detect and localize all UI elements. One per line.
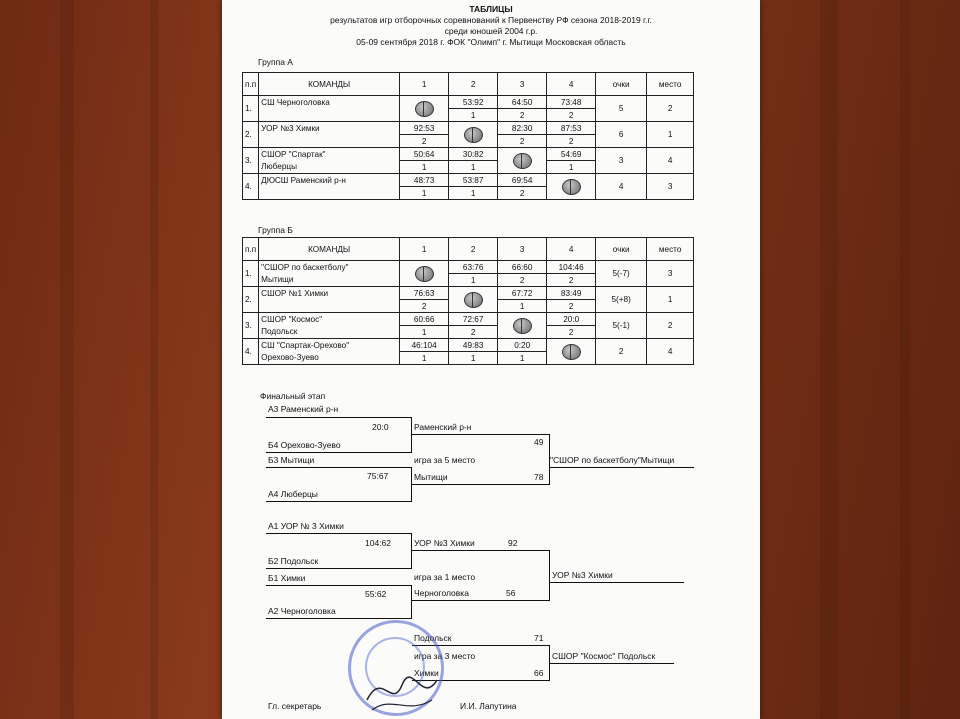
secretary-name: И.И. Лапутина [460,701,517,711]
self-cell [547,339,596,365]
final-title: Финальный этап [260,391,326,401]
team-city: Люберцы [259,161,400,174]
bracket3-top: А1 УОР № 3 Химки [268,521,344,531]
m1-top-score: 92 [508,538,518,548]
row-number: 2. [243,287,259,313]
total-points: 5(-1) [596,313,647,339]
m1-label: игра за 1 место [414,572,476,582]
match-points: 1 [400,161,449,174]
bracket1-score: 20:0 [372,422,389,432]
match-points: 2 [547,274,596,287]
match-points: 1 [449,161,498,174]
column-header-c2: 2 [449,73,498,96]
total-points: 5(+8) [596,287,647,313]
self-cell [400,261,449,287]
m3-bottom: Химки [414,668,439,678]
bracket-line [266,585,412,586]
m3-top-score: 71 [534,633,544,643]
self-cell [400,96,449,122]
team-name: ДЮСШ Раменский р-н [259,174,400,187]
match-points: 2 [498,135,547,148]
m5-winner: "СШОР по баскетболу"Мытищи [550,455,675,465]
match-points: 2 [547,109,596,122]
match-points: 2 [400,135,449,148]
final-place: 2 [647,96,694,122]
column-header-place: место [647,238,694,261]
total-points: 6 [596,122,647,148]
table-row [243,96,694,109]
m3-label: игра за 3 место [414,651,476,661]
basketball-icon [513,318,532,334]
row-number: 4. [243,339,259,365]
bracket-line [266,568,412,569]
self-cell [498,148,547,174]
wood-grain [900,0,910,719]
basketball-icon [464,127,483,143]
team-city [259,135,400,148]
basketball-icon [513,153,532,169]
bracket-line [412,600,550,601]
final-place: 1 [647,122,694,148]
group-b-label: Группа Б [258,225,293,235]
table-row [243,122,694,135]
bracket-line [411,533,412,569]
bracket-line [266,501,412,502]
basketball-icon [562,344,581,360]
wood-grain [60,0,74,719]
table-row [243,287,694,300]
m3-winner: СШОР "Космос" Подольск [552,651,656,661]
match-points: 2 [547,300,596,313]
match-score: 73:48 [547,96,596,109]
final-place: 3 [647,174,694,200]
team-name: СШОР №1 Химки [259,287,400,300]
team-city: Мытищи [259,274,400,287]
team-name: СШ "Спартак-Орехово" [259,339,400,352]
column-header-points: очки [596,238,647,261]
match-points: 2 [400,300,449,313]
bracket-line [266,467,412,468]
m1-winner: УОР №3 Химки [552,570,613,580]
m3-top: Подольск [414,633,452,643]
team-name: СШОР "Космос" [259,313,400,326]
m5-label: игра за 5 место [414,455,476,465]
group-b-table [242,237,694,365]
match-points: 2 [498,274,547,287]
basketball-icon [562,179,581,195]
wood-grain [820,0,838,719]
match-score: 60:66 [400,313,449,326]
table-row [243,261,694,274]
match-points: 2 [498,187,547,200]
self-cell [498,313,547,339]
basketball-icon [415,101,434,117]
bracket4-bottom: А2 Черноголовка [268,606,336,616]
bracket-line [266,417,412,418]
match-score: 92:53 [400,122,449,135]
wood-grain [150,0,158,719]
bracket-line [266,533,412,534]
row-number: 1. [243,261,259,287]
final-place: 3 [647,261,694,287]
doc-title: ТАБЛИЦЫ [469,4,513,14]
match-score: 30:82 [449,148,498,161]
column-header-c3: 3 [498,73,547,96]
match-score: 54:69 [547,148,596,161]
bracket-line [550,582,684,583]
column-header-place: место [647,73,694,96]
table-row [243,174,694,187]
secretary-label: Гл. секретарь [268,701,322,711]
match-score: 50:64 [400,148,449,161]
match-points: 2 [547,135,596,148]
m5-bottom-score: 78 [534,472,544,482]
final-place: 2 [647,313,694,339]
bracket1-bottom: Б4 Орехово-Зуево [268,440,341,450]
match-score: 0:20 [498,339,547,352]
column-header-c1: 1 [400,238,449,261]
m1-top: УОР №3 Химки [414,538,475,548]
row-number: 1. [243,96,259,122]
total-points: 2 [596,339,647,365]
team-city [259,109,400,122]
match-points: 1 [400,187,449,200]
column-header-teams: КОМАНДЫ [259,238,400,261]
results-sheet [222,0,760,719]
match-score: 76:63 [400,287,449,300]
m1-bottom-score: 56 [506,588,516,598]
match-score: 53:92 [449,96,498,109]
match-score: 64:50 [498,96,547,109]
team-city: Подольск [259,326,400,339]
doc-subtitle: результатов игр отборочных соревнований к Первенству РФ сезона 2018-2019 г.г. [330,15,652,25]
team-city [259,300,400,313]
table-row [243,313,694,326]
team-name: УОР №3 Химки [259,122,400,135]
match-points: 1 [498,352,547,365]
total-points: 3 [596,148,647,174]
bracket4-score: 55:62 [365,589,387,599]
match-score: 63:76 [449,261,498,274]
match-score: 82:30 [498,122,547,135]
row-number: 2. [243,122,259,148]
match-points: 1 [400,326,449,339]
column-header-c2: 2 [449,238,498,261]
doc-date-venue: 05-09 сентября 2018 г. ФОК "Олимп" г. Мытищи Московская область [356,37,626,47]
match-score: 66:60 [498,261,547,274]
m5-top-score: 49 [534,437,544,447]
total-points: 5(-7) [596,261,647,287]
match-score: 48:73 [400,174,449,187]
signature [362,660,442,715]
column-header-c1: 1 [400,73,449,96]
m5-top: Раменский р-н [414,422,472,432]
bracket2-bottom: А4 Люберцы [268,489,318,499]
match-score: 46:104 [400,339,449,352]
bracket-line [411,585,412,619]
row-number: 3. [243,313,259,339]
bracket-line [550,467,694,468]
bracket-line [412,550,550,551]
match-score: 20:0 [547,313,596,326]
column-header-num: п.п [243,238,259,261]
column-header-num: п.п [243,73,259,96]
row-number: 3. [243,148,259,174]
team-name: СШ Черноголовка [259,96,400,109]
bracket-line [550,663,674,664]
team-name: "СШОР по баскетболу" [259,261,400,274]
basketball-icon [415,266,434,282]
m5-bottom: Мытищи [414,472,448,482]
bracket2-top: Б3 Мытищи [268,455,315,465]
table-row [243,148,694,161]
bracket1-top: А3 Раменский р-н [268,404,339,414]
match-score: 83:49 [547,287,596,300]
row-number: 4. [243,174,259,200]
self-cell [547,174,596,200]
column-header-c4: 4 [547,238,596,261]
bracket2-score: 75:67 [367,471,389,481]
match-score: 104:46 [547,261,596,274]
column-header-points: очки [596,73,647,96]
final-place: 1 [647,287,694,313]
group-a-table [242,72,694,200]
team-name: СШОР "Спартак" [259,148,400,161]
group-a-label: Группа А [258,57,293,67]
column-header-c4: 4 [547,73,596,96]
doc-age-group: среди юношей 2004 г.р. [444,26,538,36]
match-score: 53:87 [449,174,498,187]
match-score: 69:54 [498,174,547,187]
match-score: 67:72 [498,287,547,300]
match-points: 1 [547,161,596,174]
m3-bottom-score: 66 [534,668,544,678]
bracket-line [412,484,550,485]
bracket-line [549,550,550,601]
match-points: 1 [449,187,498,200]
bracket3-score: 104:62 [365,538,391,548]
bracket-line [266,452,412,453]
table-row [243,339,694,352]
basketball-icon [464,292,483,308]
match-points: 1 [400,352,449,365]
self-cell [449,122,498,148]
match-points: 1 [449,274,498,287]
total-points: 5 [596,96,647,122]
match-score: 72:67 [449,313,498,326]
bracket4-top: Б1 Химки [268,573,306,583]
total-points: 4 [596,174,647,200]
bracket-line [412,434,550,435]
match-points: 2 [449,326,498,339]
match-points: 2 [547,326,596,339]
team-city: Орехово-Зуево [259,352,400,365]
bracket-line [411,417,412,453]
bracket-line [266,618,412,619]
match-points: 1 [498,300,547,313]
match-score: 49:83 [449,339,498,352]
column-header-teams: КОМАНДЫ [259,73,400,96]
self-cell [449,287,498,313]
match-points: 2 [498,109,547,122]
match-points: 1 [449,109,498,122]
team-city [259,187,400,200]
match-points: 1 [449,352,498,365]
final-place: 4 [647,148,694,174]
m1-bottom: Черноголовка [414,588,469,598]
bracket3-bottom: Б2 Подольск [268,556,319,566]
final-place: 4 [647,339,694,365]
match-score: 87:53 [547,122,596,135]
column-header-c3: 3 [498,238,547,261]
